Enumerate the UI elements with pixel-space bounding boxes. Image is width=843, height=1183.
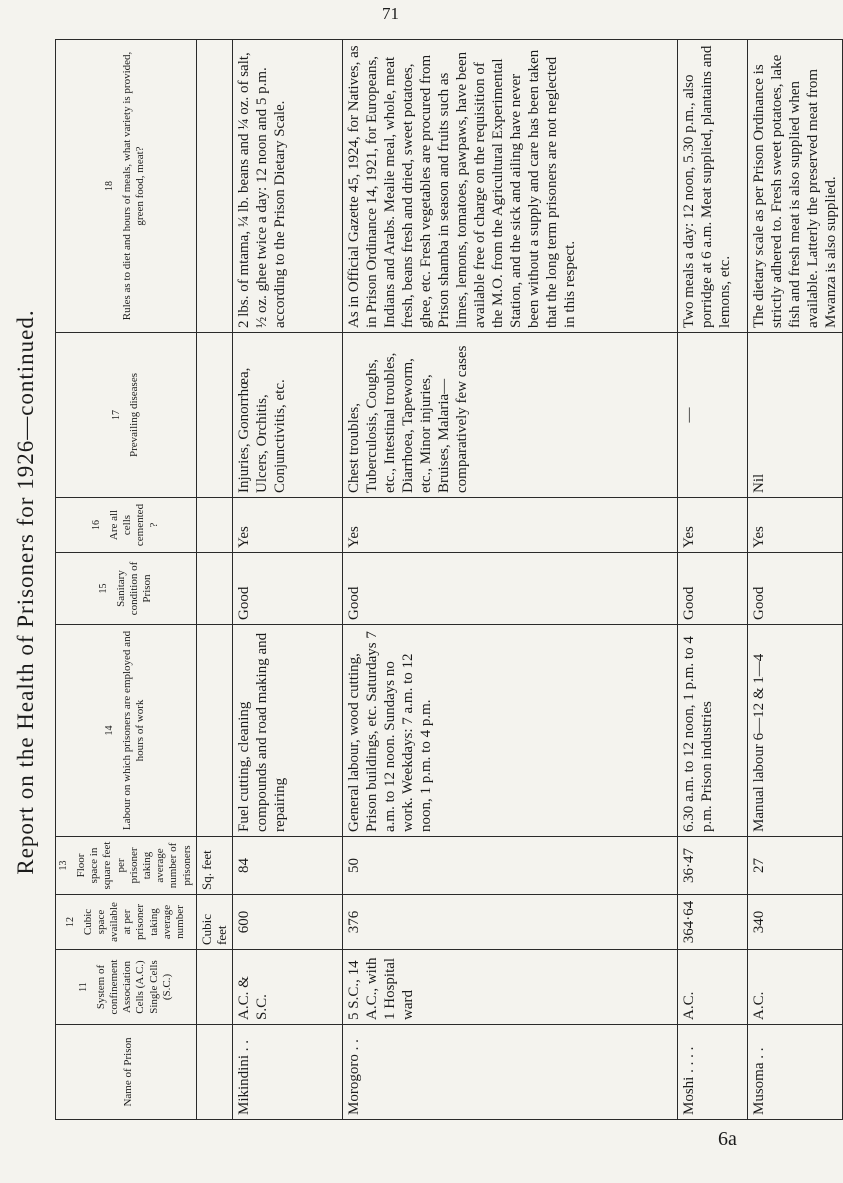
units-cubic: Cubic feet (196, 895, 232, 950)
labour-cell: Fuel cutting, cleaning compounds and road making and repairing (232, 625, 342, 837)
cemented-cell: Yes (677, 498, 747, 553)
units-row (196, 40, 232, 1120)
cubic-cell: 364·64 (677, 895, 747, 950)
cubic-cell: 340 (747, 895, 842, 950)
sanitary-cell: Good (342, 553, 677, 625)
labour-cell: General labour, wood cutting, Prison buildings, etc. Saturdays 7 a.m. to 12 noon. Sundays no work. Weekdays: 7 a.m. to 12 noon, 1 p.m. to 4 p.m. (342, 625, 677, 837)
page-number: 71 (382, 4, 399, 23)
col-header-cubic: 12 Cubic space available at per prisoner taking average number (56, 895, 197, 950)
diseases-cell: Injuries, Gonorrhœa, Ulcers, Orchitis, Conjunctivitis, etc. (232, 333, 342, 498)
system-cell: A.C. (747, 950, 842, 1025)
units-cell (196, 950, 232, 1025)
units-cell (196, 553, 232, 625)
cemented-cell: Yes (747, 498, 842, 553)
units-cell (196, 1025, 232, 1120)
floor-cell: 36·47 (677, 837, 747, 895)
diseases-cell: Nil (747, 333, 842, 498)
diet-cell: Two meals a day: 12 noon, 5.30 p.m., also porridge at 6 a.m. Meat supplied, plantains and lemons, etc. (677, 40, 747, 333)
table-row (342, 40, 677, 1120)
page-title-text: Report on the Health of Prisoners for 1926—continued. (13, 308, 38, 875)
units-cell (196, 498, 232, 553)
sanitary-cell: Good (677, 553, 747, 625)
system-cell: A.C. & S.C. (232, 950, 342, 1025)
units-cell (196, 40, 232, 333)
prison-name: Morogoro . . (342, 1025, 677, 1120)
table-row (677, 40, 747, 1120)
sanitary-cell: Good (747, 553, 842, 625)
diet-cell: As in Official Gazette 45, 1924, for Natives, as in Prison Ordinance 14, 1921, for Europeans, Indians and Arabs. Mealie meal, whole, meat fresh, beans fresh and dried, sweet potatoes, ghee, etc. Fresh vegetables are procured from Prison shamba in season and fruits such as limes, lemons, tomatoes, pawpaws, have been available free of charge on the requisition of the M.O. from the Agricultural Experimental Station, and the sick and ailing have never been without a supply and care has been taken that the long term prisoners are not neglected in this respect. (342, 40, 677, 333)
diseases-cell: — (677, 333, 747, 498)
page-title (6, 0, 46, 1183)
units-cell (196, 625, 232, 837)
col-header-floor: 13 Floor space in square feet per prisoner taking average number of prisoners (56, 837, 197, 895)
cubic-cell: 376 (342, 895, 677, 950)
cemented-cell: Yes (342, 498, 677, 553)
footer-signature-mark: 6a (718, 1128, 737, 1150)
diseases-cell: Chest troubles, Tuberculosis, Coughs, etc., Intestinal troubles, Diarrhoea, Tapeworm, etc., Minor injuries, Bruises, Malaria—comparatively few cases (342, 333, 677, 498)
diet-cell: The dietary scale as per Prison Ordinance is strictly adhered to. Fresh sweet potatoes, lake fish and fresh meat is also supplied when available. Latterly the preserved meat from Mwanza is also supplied. (747, 40, 842, 333)
col-header-sanitary: 15 Sanitary condition of Prison (56, 553, 197, 625)
prison-name: Moshi . . . . (677, 1025, 747, 1120)
table-row (747, 40, 842, 1120)
units-cell (196, 333, 232, 498)
cubic-cell: 600 (232, 895, 342, 950)
prison-name: Musoma . . (747, 1025, 842, 1120)
header-row (56, 40, 197, 1120)
units-floor: Sq. feet (196, 837, 232, 895)
system-cell: A.C. (677, 950, 747, 1025)
sanitary-cell: Good (232, 553, 342, 625)
floor-cell: 84 (232, 837, 342, 895)
col-header-diseases: 17 Prevailing diseases (56, 333, 197, 498)
cemented-cell: Yes (232, 498, 342, 553)
col-header-cemented: 16 Are all cells cemented ? (56, 498, 197, 553)
col-header-labour: 14 Labour on which prisoners are employed and hours of work (56, 625, 197, 837)
system-cell: 5 S.C., 14 A.C., with 1 Hospital ward (342, 950, 677, 1025)
prisons-table (55, 39, 843, 1120)
prison-name: Mikindini . . (232, 1025, 342, 1120)
labour-cell: Manual labour 6—12 & 1—4 (747, 625, 842, 837)
rotated-table-wrapper (55, 40, 839, 1120)
col-header-name: Name of Prison (56, 1025, 197, 1120)
diet-cell: 2 lbs. of mtama, ¼ lb. beans and ¼ oz. of salt, ½ oz. ghee twice a day: 12 noon and 5 p.m. according to the Prison Dietary Scale. (232, 40, 342, 333)
floor-cell: 27 (747, 837, 842, 895)
labour-cell: 6.30 a.m. to 12 noon, 1 p.m. to 4 p.m. Prison industries (677, 625, 747, 837)
floor-cell: 50 (342, 837, 677, 895)
col-header-diet: 18 Rules as to diet and hours of meals, what variety is provided, green food, meat? (56, 40, 197, 333)
col-header-system: 11 System of confinement Association Cells (A.C.) Single Cells (S.C.) (56, 950, 197, 1025)
table-row (232, 40, 342, 1120)
